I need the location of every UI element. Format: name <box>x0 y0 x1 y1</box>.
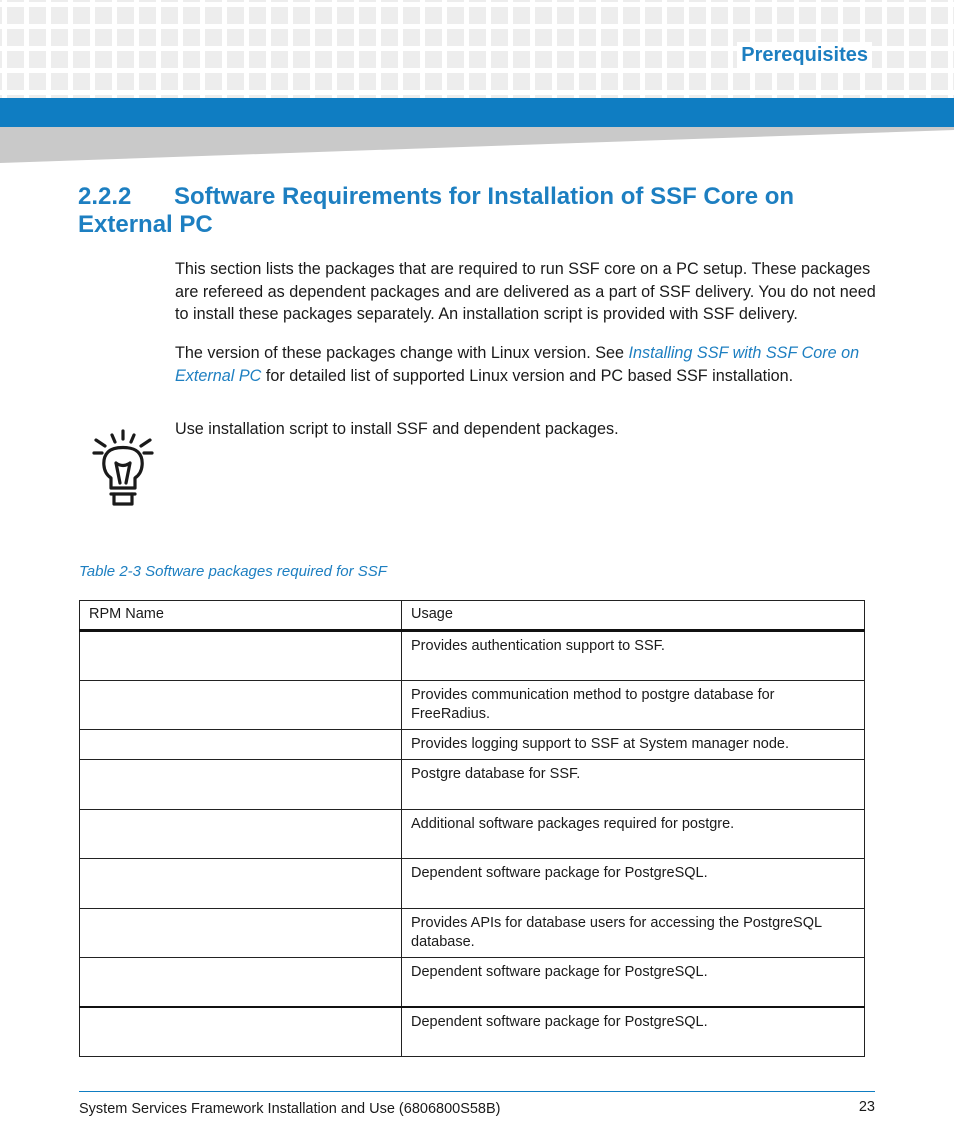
table-header-row <box>80 601 865 631</box>
tip-text: Use installation script to install SSF and dependent packages. <box>175 420 619 438</box>
column-header-usage: Usage <box>402 601 865 631</box>
section-heading <box>78 183 888 239</box>
table-row <box>80 810 865 859</box>
table-row <box>80 730 865 760</box>
footer-document-title: System Services Framework Installation and Use (6806800S58B) <box>79 1101 501 1117</box>
rpm-cell <box>80 859 402 909</box>
section-number: 2.2.2 <box>78 183 132 210</box>
rpm-cell <box>80 730 402 760</box>
table-row <box>80 631 865 681</box>
table-row <box>80 859 865 909</box>
header-wedge <box>0 127 954 163</box>
rpm-cell <box>80 681 402 730</box>
usage-cell: Provides communication method to postgre database for FreeRadius. <box>402 681 865 730</box>
version-text: The version of these packages change with Linux version. See <box>175 344 629 362</box>
usage-cell: Dependent software package for PostgreSQL. <box>402 1007 865 1057</box>
rpm-cell <box>80 1007 402 1057</box>
page-number: 23 <box>858 1099 875 1115</box>
usage-cell: Additional software packages required for postgre. <box>402 810 865 859</box>
version-paragraph <box>175 342 880 387</box>
usage-cell: Provides APIs for database users for accessing the PostgreSQL database. <box>402 909 865 958</box>
rpm-cell <box>80 760 402 810</box>
usage-cell: Provides logging support to SSF at System manager node. <box>402 730 865 760</box>
table-caption: Table 2-3 Software packages required for SSF <box>79 563 387 580</box>
intro-paragraph: This section lists the packages that are required to run SSF core on a PC setup. These packages are refereed as dependent packages and are delivered as a part of SSF delivery. You do not need to install these packages separately. An installation script is provided with SSF delivery. <box>175 260 876 323</box>
table-row <box>80 909 865 958</box>
table-row <box>80 958 865 1007</box>
rpm-cell <box>80 631 402 681</box>
packages-table <box>79 600 865 1057</box>
running-header-title: Prerequisites <box>737 42 872 69</box>
footer-rule <box>79 1091 875 1092</box>
rpm-cell <box>80 958 402 1007</box>
table-row <box>80 1007 865 1057</box>
usage-cell: Dependent software package for PostgreSQL. <box>402 859 865 909</box>
header-band <box>0 98 954 127</box>
cross-reference-link[interactable]: Installing SSF with SSF Core on External PC <box>175 344 860 385</box>
column-header-rpm: RPM Name <box>80 601 402 631</box>
usage-cell: Dependent software package for PostgreSQL. <box>402 958 865 1007</box>
rpm-cell <box>80 810 402 859</box>
section-title: Software Requirements for Installation of SSF Core on External PC <box>78 183 795 238</box>
lightbulb-icon <box>92 428 156 510</box>
rpm-cell <box>80 909 402 958</box>
version-text-tail: for detailed list of supported Linux version and PC based SSF installation. <box>261 366 794 385</box>
usage-cell: Postgre database for SSF. <box>402 760 865 810</box>
table-row <box>80 681 865 730</box>
table-row <box>80 760 865 810</box>
usage-cell: Provides authentication support to SSF. <box>402 631 865 681</box>
